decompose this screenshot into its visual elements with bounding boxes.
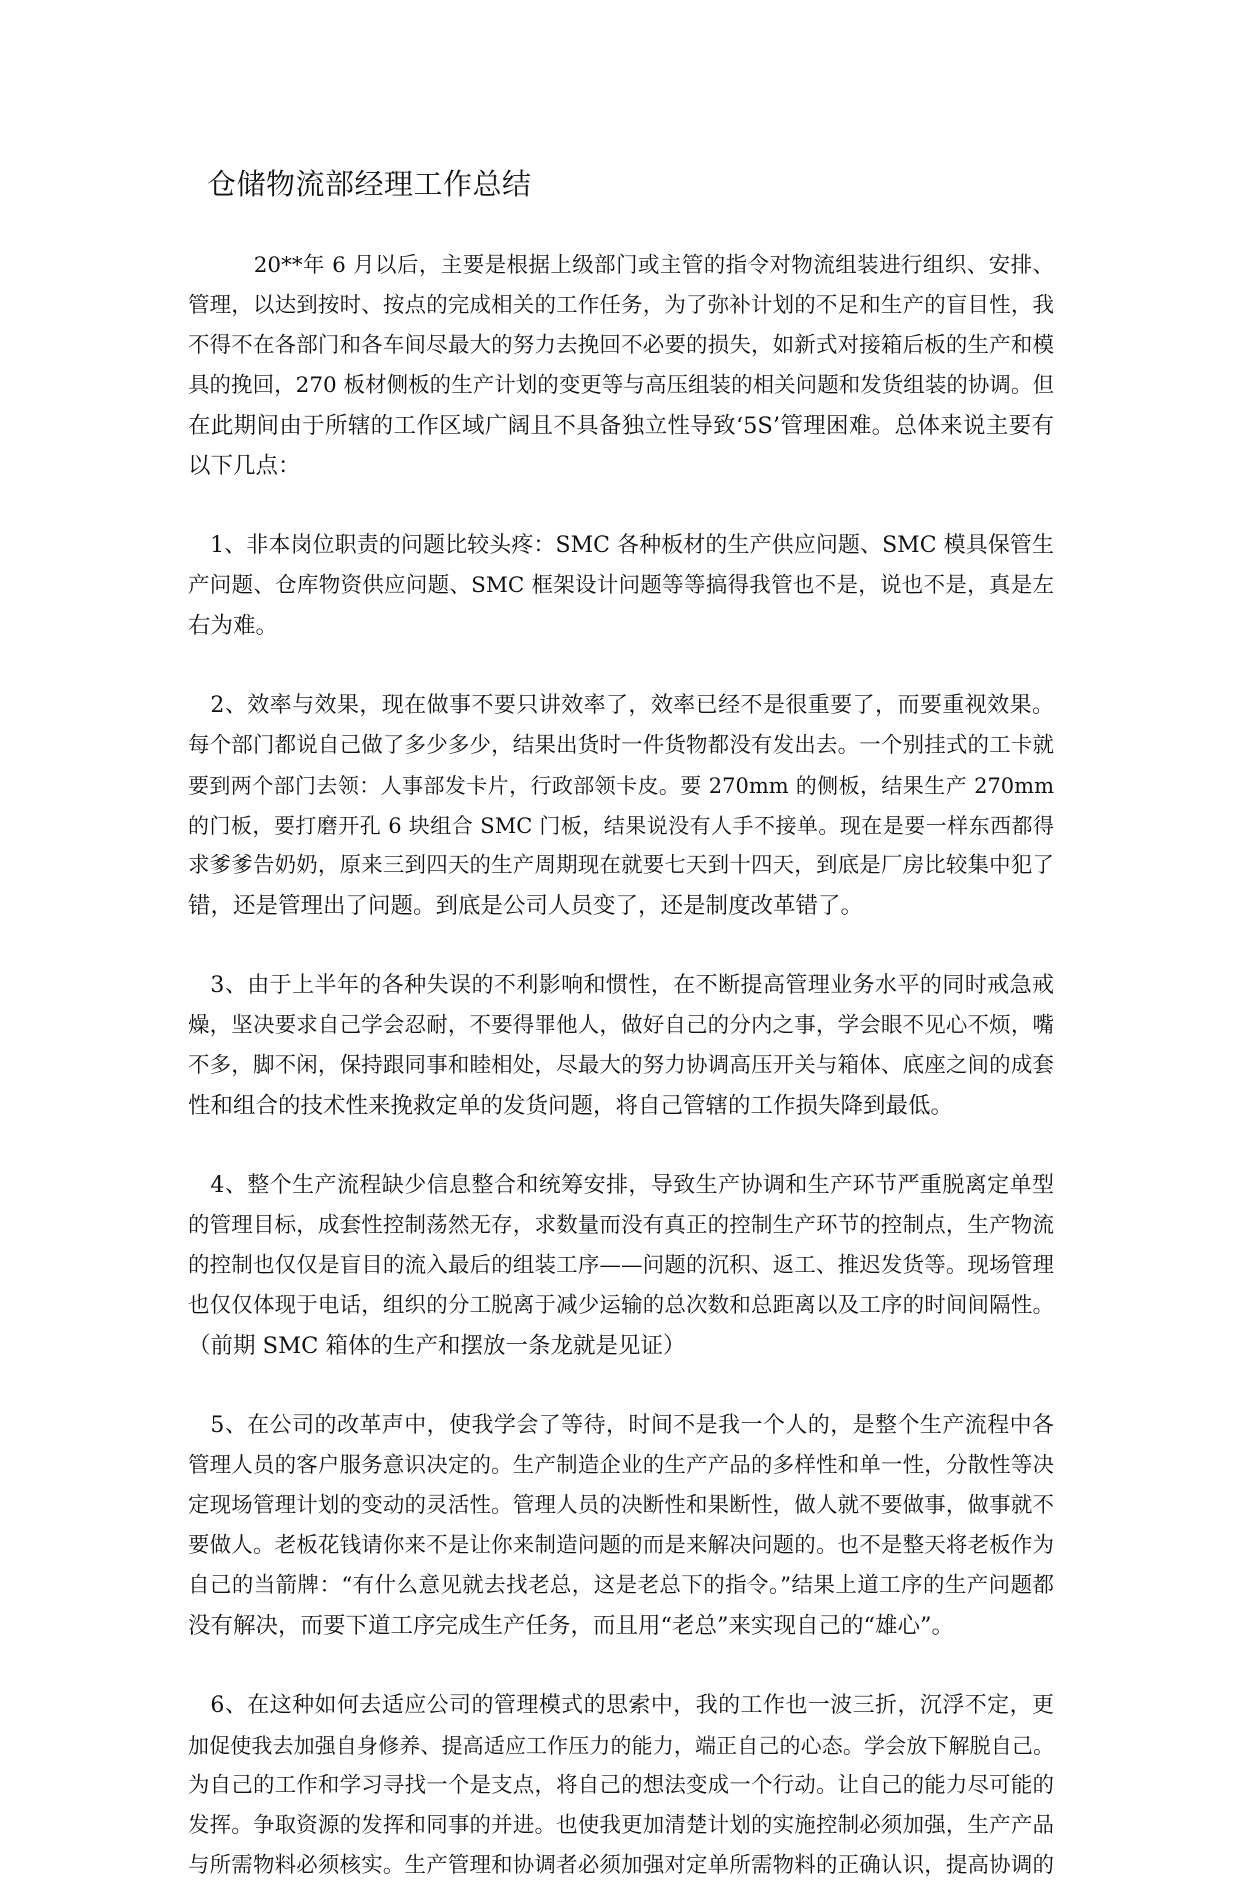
text-line: 右为难。 — [188, 613, 279, 639]
text-line: 为自己的工作和学习寻找一个是支点，将自己的想法变成一个行动。让自己的能力尽可能的 — [188, 1773, 1054, 1798]
paragraph-point-1 — [188, 526, 1058, 646]
paragraph-intro — [188, 246, 1058, 486]
text-line: 燥，坚决要求自己学会忍耐，不要得罪他人，做好自己的分内之事，学会眼不见心不烦，嘴 — [188, 1013, 1054, 1038]
text-line: 5、在公司的改革声中，使我学会了等待，时间不是我一个人的，是整个生产流程中各 — [188, 1413, 1054, 1438]
text-line: 自己的当箭牌：“有什么意见就去找老总，这是老总下的指令。”结果上道工序的生产问题都 — [188, 1573, 1054, 1598]
paragraph-gap — [188, 926, 1058, 966]
document-body — [188, 246, 1058, 1886]
text-line: 管理，以达到按时、按点的完成相关的工作任务，为了弥补计划的不足和生产的盲目性，我 — [188, 293, 1054, 318]
text-line: 不得不在各部门和各车间尽最大的努力去挽回不必要的损失，如新式对接箱后板的生产和模 — [188, 333, 1054, 358]
text-line: 具的挽回，270 板材侧板的生产计划的变更等与高压组装的相关问题和发货组装的协调。但 — [188, 373, 1054, 398]
text-line: 在此期间由于所辖的工作区域广阔且不具备独立性导致‘5S’管理困难。总体来说主要有 — [188, 413, 1054, 439]
paragraph-gap — [188, 1366, 1058, 1406]
text-line: 没有解决，而要下道工序完成生产任务，而且用“老总”来实现自己的“雄心”。 — [188, 1613, 955, 1639]
text-line: 加促使我去加强自身修养、提高适应工作压力的能力，端正自己的心态。学会放下解脱自己。 — [188, 1734, 1054, 1758]
text-line: 的管理目标，成套性控制荡然无存，求数量而没有真正的控制生产环节的控制点，生产物流 — [188, 1213, 1054, 1238]
paragraph-gap — [188, 486, 1058, 526]
text-line: 产问题、仓库物资供应问题、SMC 框架设计问题等等搞得我管也不是，说也不是，真是左 — [188, 573, 1054, 598]
text-line: 3、由于上半年的各种失误的不利影响和惯性，在不断提高管理业务水平的同时戒急戒 — [188, 973, 1054, 998]
paragraph-point-3 — [188, 966, 1058, 1126]
text-line: 与所需物料必须核实。生产管理和协调者必须加强对定单所需物料的正确认识，提高协调的 — [188, 1853, 1054, 1878]
paragraph-gap — [188, 1126, 1058, 1166]
paragraph-gap — [188, 1646, 1058, 1686]
text-line: 性和组合的技术性来挽救定单的发货问题，将自己管辖的工作损失降到最低。 — [188, 1093, 954, 1119]
paragraph-point-4 — [188, 1166, 1058, 1366]
text-line: 6、在这种如何去适应公司的管理模式的思索中，我的工作也一波三折，沉浮不定，更 — [188, 1693, 1054, 1718]
text-line: （前期 SMC 箱体的生产和摆放一条龙就是见证） — [188, 1333, 686, 1359]
document-title: 仓储物流部经理工作总结 — [207, 167, 532, 201]
text-line: 不多，脚不闲，保持跟同事和睦相处，尽最大的努力协调高压开关与箱体、底座之间的成套 — [188, 1053, 1054, 1078]
text-line: 错，还是管理出了问题。到底是公司人员变了，还是制度改革错了。 — [188, 893, 864, 919]
text-line: 每个部门都说自己做了多少多少，结果出货时一件货物都没有发出去。一个别挂式的工卡就 — [188, 733, 1054, 758]
text-line: 的门板，要打磨开孔 6 块组合 SMC 门板，结果说没有人手不接单。现在是要一样东西都得 — [188, 814, 1054, 838]
text-line: 20**年 6 月以后，主要是根据上级部门或主管的指令对物流组装进行组织、安排、 — [188, 253, 1054, 278]
text-line: 发挥。争取资源的发挥和同事的并进。也使我更加清楚计划的实施控制必须加强，生产产品 — [188, 1813, 1054, 1838]
text-line: 要到两个部门去领：人事部发卡片，行政部领卡皮。要 270mm 的侧板，结果生产 270mm — [188, 774, 1054, 798]
paragraph-point-6 — [188, 1686, 1058, 1886]
text-line: 管理人员的客户服务意识决定的。生产制造企业的生产产品的多样性和单一性，分散性等决 — [188, 1453, 1054, 1478]
text-line: 2、效率与效果，现在做事不要只讲效率了，效率已经不是很重要了，而要重视效果。 — [188, 693, 1054, 718]
text-line: 求爹爹告奶奶，原来三到四天的生产周期现在就要七天到十四天，到底是厂房比较集中犯了 — [188, 853, 1054, 878]
text-line: 4、整个生产流程缺少信息整合和统筹安排，导致生产协调和生产环节严重脱离定单型 — [188, 1173, 1054, 1198]
text-line: 也仅仅体现于电话，组织的分工脱离于减少运输的总次数和总距离以及工序的时间间隔性。 — [188, 1293, 1054, 1318]
text-line: 定现场管理计划的变动的灵活性。管理人员的决断性和果断性，做人就不要做事，做事就不 — [188, 1493, 1054, 1518]
text-line: 的控制也仅仅是盲目的流入最后的组装工序——问题的沉积、返工、推迟发货等。现场管理 — [188, 1253, 1054, 1278]
paragraph-point-5 — [188, 1406, 1058, 1646]
text-line: 以下几点： — [188, 453, 301, 479]
paragraph-gap — [188, 646, 1058, 686]
text-line: 1、非本岗位职责的问题比较头疼：SMC 各种板材的生产供应问题、SMC 模具保管生 — [188, 533, 1054, 558]
paragraph-point-2 — [188, 686, 1058, 926]
text-line: 要做人。老板花钱请你来不是让你来制造问题的而是来解决问题的。也不是整天将老板作为 — [188, 1533, 1054, 1558]
